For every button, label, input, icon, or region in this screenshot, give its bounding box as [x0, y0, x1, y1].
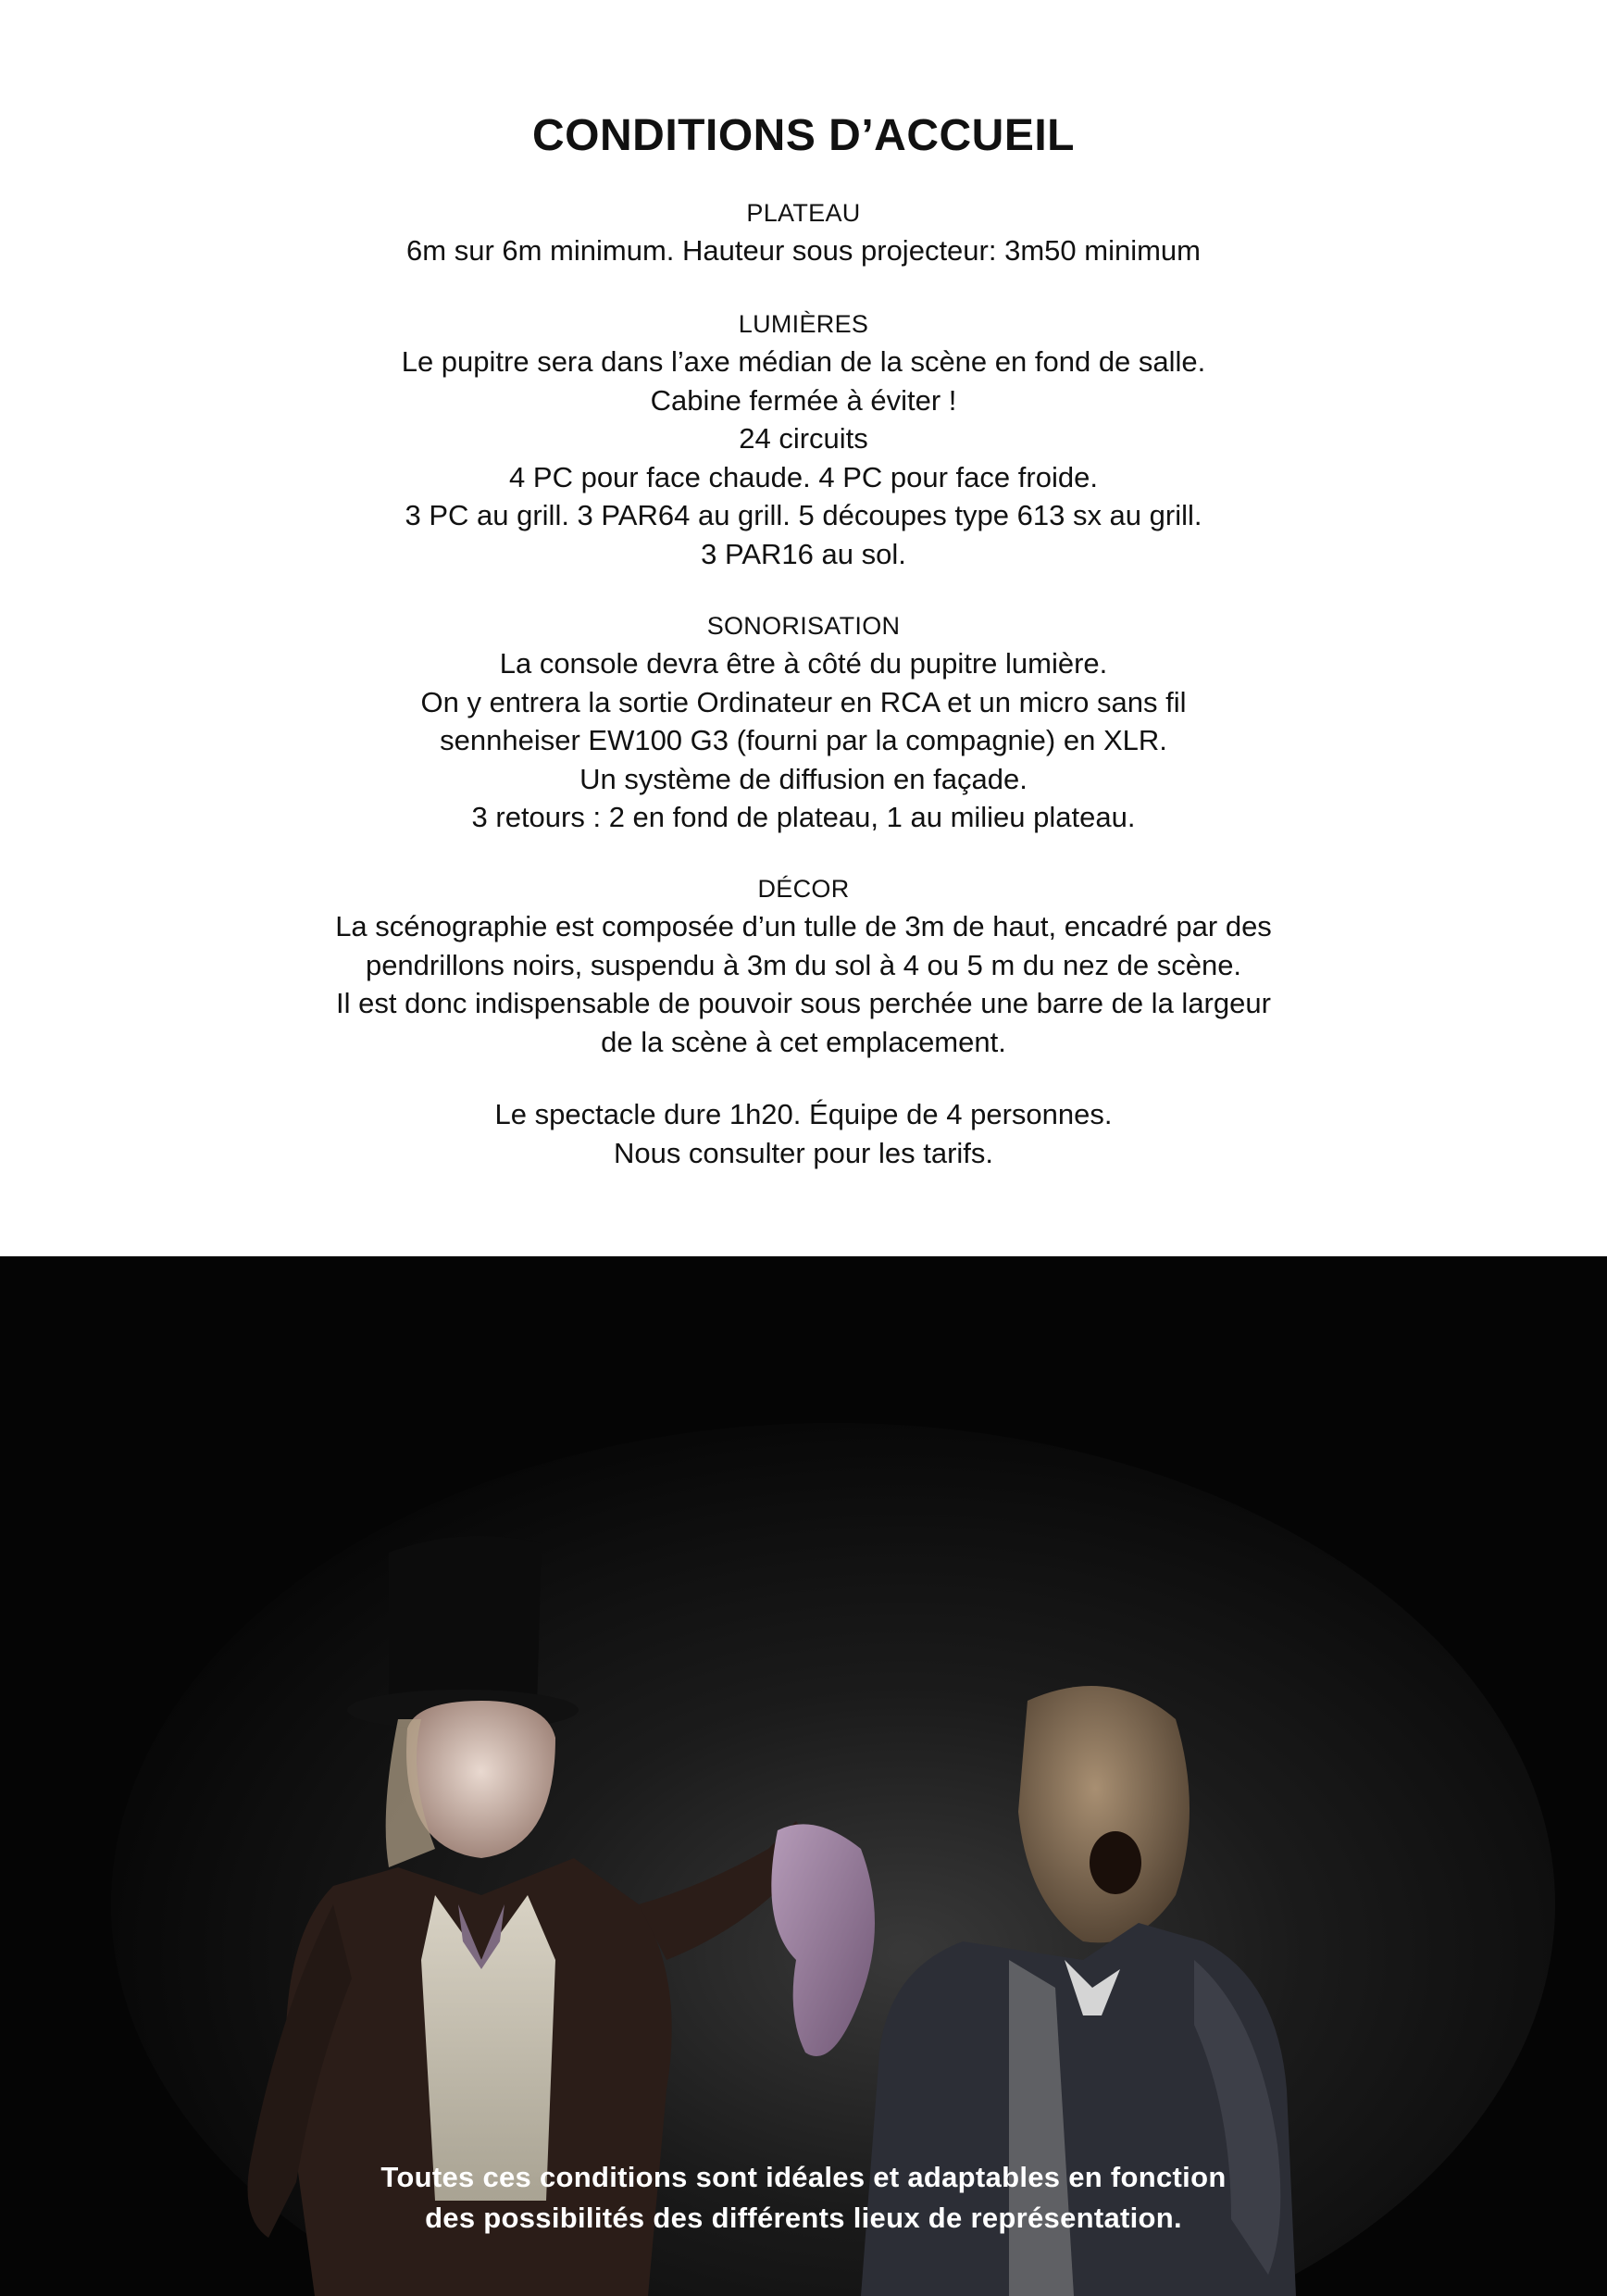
stage-photo-illustration: [0, 1256, 1607, 2296]
section-line: de la scène à cet emplacement.: [601, 1025, 1006, 1058]
section-heading-lumieres: LUMIÈRES: [738, 310, 869, 338]
section-line: 6m sur 6m minimum. Hauteur sous projecteur: 3m50 minimum: [406, 234, 1201, 267]
section-line: sennheiser EW100 G3 (fourni par la compagnie) en XLR.: [440, 724, 1167, 756]
caption-line: Toutes ces conditions sont idéales et adaptables en fonction: [380, 2161, 1227, 2193]
section-line: 24 circuits: [739, 422, 868, 455]
stage-photo: [0, 1256, 1607, 2296]
photo-caption: [0, 2157, 1607, 2239]
section-line: Il est donc indispensable de pouvoir sous perchée une barre de la largeur: [336, 987, 1271, 1019]
section-line: On y entrera la sortie Ordinateur en RCA et un micro sans fil: [420, 685, 1187, 718]
closing-note: [185, 1095, 1422, 1172]
section-line: 4 PC pour face chaude. 4 PC pour face froide.: [509, 460, 1098, 493]
section-line: 3 PC au grill. 3 PAR64 au grill. 5 découpes type 613 sx au grill.: [405, 499, 1202, 531]
page-title: CONDITIONS D’ACCUEIL: [532, 111, 1075, 160]
closing-line: Nous consulter pour les tarifs.: [613, 1136, 994, 1169]
section-sonorisation: [185, 607, 1422, 837]
section-body-decor: [185, 907, 1422, 1061]
section-heading-plateau: PLATEAU: [746, 199, 861, 227]
section-line: pendrillons noirs, suspendu à 3m du sol à 4 ou 5 m du nez de scène.: [365, 948, 1242, 981]
section-line: 3 PAR16 au sol.: [701, 537, 906, 570]
section-line: Cabine fermée à éviter !: [650, 383, 957, 417]
section-line: 3 retours : 2 en fond de plateau, 1 au milieu plateau.: [471, 801, 1136, 833]
section-body-sonorisation: [185, 644, 1422, 837]
section-heading-decor: DÉCOR: [757, 875, 850, 903]
section-line: La console devra être à côté du pupitre lumière.: [499, 647, 1108, 680]
section-line: Le pupitre sera dans l’axe médian de la scène en fond de salle.: [401, 345, 1206, 378]
section-line: La scénographie est composée d’un tulle de 3m de haut, encadré par des: [335, 910, 1272, 942]
section-decor: [185, 870, 1422, 1061]
closing-body: [185, 1095, 1422, 1172]
closing-line: Le spectacle dure 1h20. Équipe de 4 personnes.: [494, 1098, 1113, 1130]
section-line: Un système de diffusion en façade.: [579, 762, 1028, 795]
section-body-plateau: [185, 231, 1422, 270]
section-body-lumieres: [185, 343, 1422, 573]
section-lumieres: [185, 306, 1422, 573]
section-heading-sonorisation: SONORISATION: [706, 612, 901, 640]
caption-line: des possibilités des différents lieux de représentation.: [425, 2202, 1182, 2234]
section-plateau: [185, 194, 1422, 270]
